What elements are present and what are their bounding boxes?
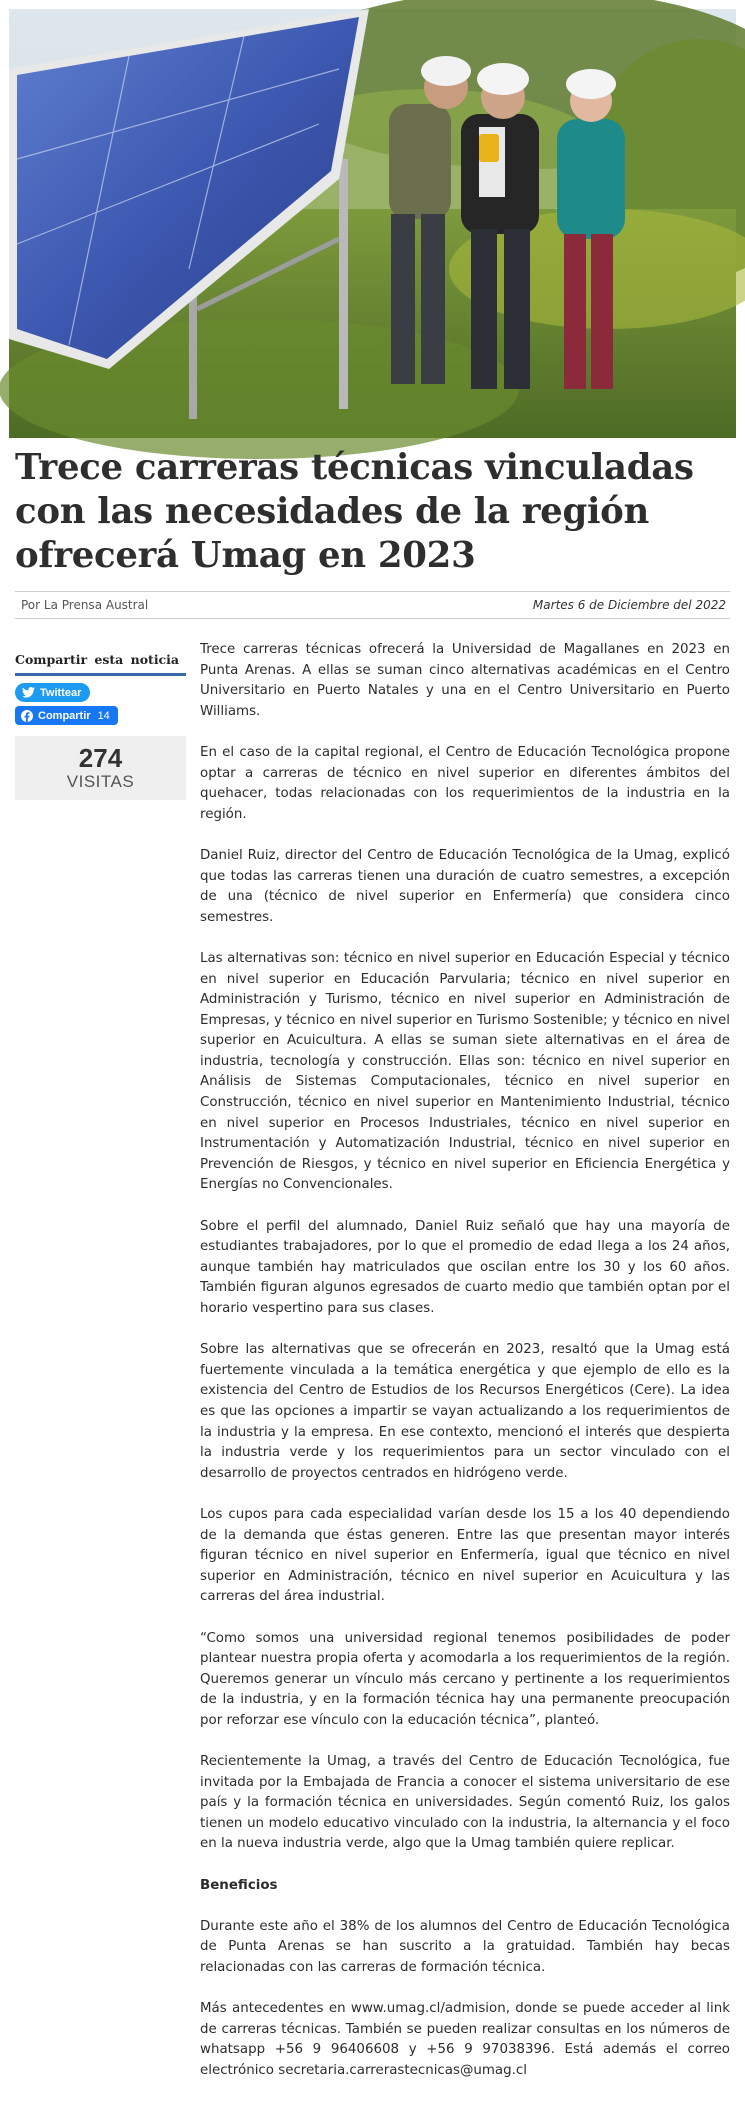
article-paragraph: Los cupos para cada especialidad varían desde los 15 a los 40 dependiendo de la demanda que éstas generen. Entre las que presentan mayor interés figuran técnico en nivel superior en Enfermería, igual que técnico en nivel superior en Administración, técnico en nivel superior en Acuicultura y las carreras del área industrial. — [200, 1506, 730, 1605]
facebook-share-label: Compartir — [38, 709, 91, 722]
byline-bar — [15, 591, 730, 619]
share-sidebar — [15, 652, 186, 800]
facebook-icon — [21, 710, 33, 722]
article-paragraph: Trece carreras técnicas ofrecerá la Universidad de Magallanes en 2023 en Punta Arenas. A ellas se suman cinco alternativas académicas en el Centro Universitario en Puerto Natales y una en el Centro Universitario en Puerto Williams. — [200, 642, 730, 719]
article-paragraph: “Como somos una universidad regional tenemos posibilidades de poder plantear nuestra propia oferta y acomodarla a los requerimientos de la región. Queremos generar un vínculo más cercano y pertinente a los requerimientos de la industria, y en la formación técnica hay una permanente preocupación por reforzar ese vínculo con la educación técnica”, planteó. — [200, 1630, 730, 1728]
article-paragraph: Durante este año el 38% de los alumnos del Centro de Educación Tecnológica de Punta Arenas se han suscrito a la gratuidad. También hay becas relacionadas con las carreras de formación técnica. — [200, 1918, 730, 1975]
facebook-share-button[interactable] — [15, 706, 118, 725]
article-paragraph: Daniel Ruiz, director del Centro de Educación Tecnológica de la Umag, explicó que todas las carreras tienen una duración de cuatro semestres, a excepción de una (técnico de nivel superior en Enfermería) que considera cinco semestres. — [200, 847, 730, 925]
article-title: Trece carreras técnicas vinculadas con las necesidades de la región ofrecerá Umag en 2023 — [15, 447, 694, 576]
article-paragraph: Recientemente la Umag, a través del Centro de Educación Tecnológica, fue invitada por la Embajada de Francia a conocer el sistema universitario de ese país y la formación técnica en universidades. Según comentó Ruiz, los galos tienen un modelo educativo vinculado con la industria, la alternancia y el foco en la nueva industria verde, algo que la Umag también quiere replicar. — [200, 1754, 730, 1852]
article-date: Martes 6 de Diciembre del 2022 — [532, 598, 726, 612]
visits-count: 274 — [78, 742, 123, 773]
facebook-share-count: 14 — [97, 709, 110, 722]
twitter-share-label: Twittear — [40, 686, 82, 699]
article-author: Por La Prensa Austral — [21, 598, 149, 612]
article-paragraph: En el caso de la capital regional, el Centro de Educación Tecnológica propone optar a carreras de técnico en nivel superior en diferentes ámbitos del quehacer, todas relacionadas con los requerimientos de la industria en la región. — [200, 744, 730, 822]
visits-counter — [15, 736, 186, 800]
article-paragraph: Las alternativas son: técnico en nivel superior en Educación Especial y técnico en nivel superior en Educación Parvularia; técnico en nivel superior en Administración y Turismo, técnico en nivel superior en Administración de Empresas, y técnico en nivel superior en Turismo Sostenible; y técnico en nivel superior en Acuicultura. A ellas se suman siete alternativas en el área de industria, tecnología y construcción. Ellas son: técnico en nivel superior en Análisis de Sistemas Computacionales, técnico en nivel superior en Construcción, técnico en nivel superior en Mantenimiento Industrial, técnico en nivel superior en Procesos Industriales, técnico en nivel superior en Instrumentación y Automatización Industrial, técnico en nivel superior en Prevención de Riesgos, y técnico en nivel superior en Eficiencia Energética y Energías no Convencionales. — [200, 950, 730, 1193]
article-paragraph: Sobre el perfil del alumnado, Daniel Ruiz señaló que hay una mayoría de estudiantes trabajadores, por lo que el promedio de edad llega a los 24 años, aunque también hay matriculados que oscilan entre los 30 y los 60 años. También figuran algunos egresados de cuarto medio que también optan por el horario vespertino para sus clases. — [200, 1218, 730, 1316]
twitter-share-button[interactable] — [15, 683, 90, 702]
solar-panel-photo — [9, 9, 736, 438]
article-body — [200, 640, 730, 2102]
article-paragraph: Más antecedentes en www.umag.cl/admision, donde se puede acceder al link de carreras técnicas. También se pueden realizar consultas en los números de whatsapp +56 9 96406608 y +56 9 97038396. Está además el correo electrónico secretaria.carrerastecnicas@umag.cl — [200, 2001, 730, 2078]
article-paragraph: Sobre las alternativas que se ofrecerán en 2023, resaltó que la Umag está fuertemente vinculada a la temática energética y que ejemplo de ello es la existencia del Centro de Estudios de los Recursos Energéticos (Cere). La idea es que las opciones a impartir se vayan actualizando a los requerimientos de la industria y la empresa. En ese contexto, mencionó el interés que despierta la industria verde y los requerimientos para un sector vinculado con el desarrollo de proyectos centrados en hidrógeno verde. — [200, 1342, 730, 1481]
share-title: Compartir esta noticia — [15, 652, 186, 676]
visits-label: VISITAS — [66, 771, 135, 791]
twitter-bird-icon — [22, 687, 35, 698]
article-subheading: Beneficios — [200, 1877, 278, 1893]
hero-image — [9, 9, 736, 438]
